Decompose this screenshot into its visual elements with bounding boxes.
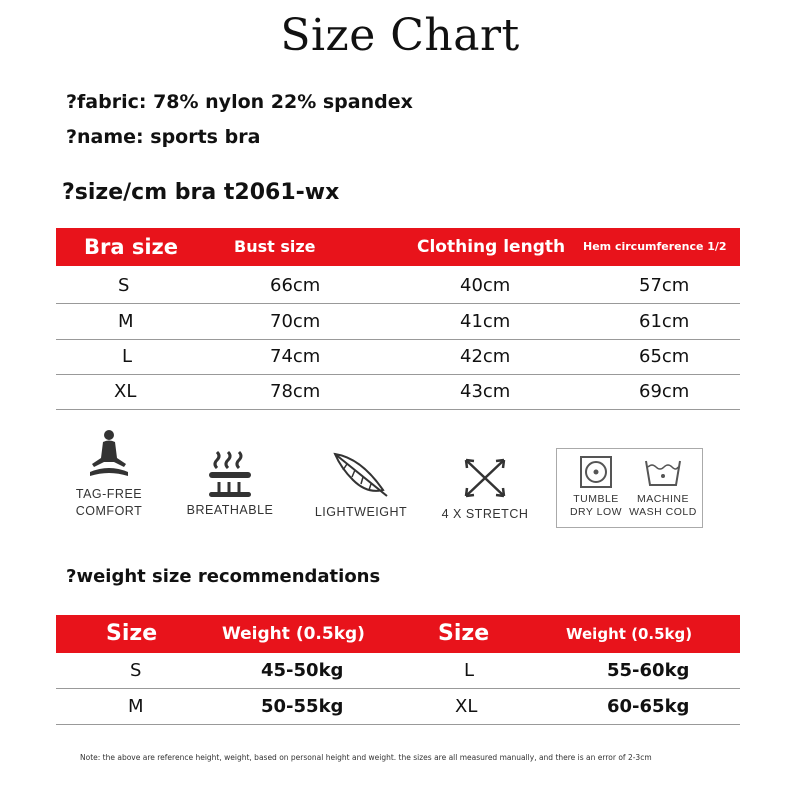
header-hem-circumference: Hem circumference 1/2 <box>583 240 727 253</box>
table-row <box>56 339 740 375</box>
feature-label: COMFORT <box>75 504 143 518</box>
care-instructions <box>556 448 703 528</box>
weight-table-heading: ?weight size recommendations <box>66 566 381 587</box>
size-cell: L <box>464 660 475 681</box>
length-cell: 42cm <box>460 346 511 367</box>
fabric-info: ?fabric: 78% nylon 22% spandex <box>66 91 413 113</box>
weight-cell: 45-50kg <box>261 660 344 681</box>
size-cell: XL <box>455 696 478 717</box>
tumble-dry-icon <box>579 455 613 489</box>
care-label: MACHINE <box>637 493 689 505</box>
table-row <box>56 689 740 725</box>
header-bust-size: Bust size <box>234 237 316 256</box>
header-size: Size <box>438 621 490 646</box>
weight-cell: 55-60kg <box>607 660 690 681</box>
header-clothing-length: Clothing length <box>417 237 566 257</box>
hem-cell: 57cm <box>639 275 690 296</box>
size-cell: L <box>122 346 133 367</box>
care-label: TUMBLE <box>573 493 619 505</box>
length-cell: 41cm <box>460 311 511 332</box>
size-table-heading: ?size/cm bra t2061-wx <box>62 180 340 205</box>
yoga-person-icon <box>86 428 132 482</box>
table-row <box>56 374 740 410</box>
size-cell: S <box>130 660 142 681</box>
header-bra-size: Bra size <box>84 235 179 259</box>
care-label: DRY LOW <box>569 506 623 518</box>
hem-cell: 61cm <box>639 311 690 332</box>
length-cell: 40cm <box>460 275 511 296</box>
care-label: WASH COLD <box>629 506 697 518</box>
bust-cell: 74cm <box>270 346 321 367</box>
feature-tag-free <box>66 428 152 520</box>
feature-lightweight <box>306 450 416 521</box>
table-row <box>56 304 740 340</box>
length-cell: 43cm <box>460 381 511 402</box>
feature-icon <box>331 450 391 500</box>
feature-label: TAG-FREE <box>75 487 143 501</box>
hem-cell: 65cm <box>639 346 690 367</box>
feature-label: LIGHTWEIGHT <box>314 505 408 519</box>
bust-cell: 66cm <box>270 275 321 296</box>
care-tumble-dry <box>563 455 629 519</box>
product-name: ?name: sports bra <box>66 126 261 148</box>
feature-stretch <box>432 454 538 523</box>
weight-cell: 50-55kg <box>261 696 344 717</box>
bust-cell: 70cm <box>270 311 321 332</box>
machine-wash-icon <box>644 455 682 489</box>
size-cell: S <box>118 275 130 296</box>
table-row <box>56 653 740 689</box>
footnote: Note: the above are reference height, weight, based on personal height and weight. the sizes are all measured manually, and there is an error of 2-3cm <box>80 753 652 762</box>
header-size: Size <box>106 621 158 646</box>
feature-label: BREATHABLE <box>186 503 274 517</box>
page-title: Size Chart <box>280 10 520 61</box>
size-cell: XL <box>114 381 137 402</box>
size-cell: M <box>128 696 144 717</box>
weight-cell: 60-65kg <box>607 696 690 717</box>
header-weight: Weight (0.5kg) <box>566 625 693 643</box>
weight-table-header <box>56 615 740 653</box>
feature-breathable <box>180 448 280 519</box>
size-cell: M <box>118 311 134 332</box>
table-row <box>56 268 740 304</box>
feature-label: 4 X STRETCH <box>441 507 529 521</box>
hem-cell: 69cm <box>639 381 690 402</box>
stretch-arrows-icon <box>460 454 510 502</box>
bust-cell: 78cm <box>270 381 321 402</box>
header-weight: Weight (0.5kg) <box>222 624 365 644</box>
breathable-icon <box>207 448 253 498</box>
size-table-header <box>56 228 740 266</box>
care-machine-wash <box>627 455 699 519</box>
